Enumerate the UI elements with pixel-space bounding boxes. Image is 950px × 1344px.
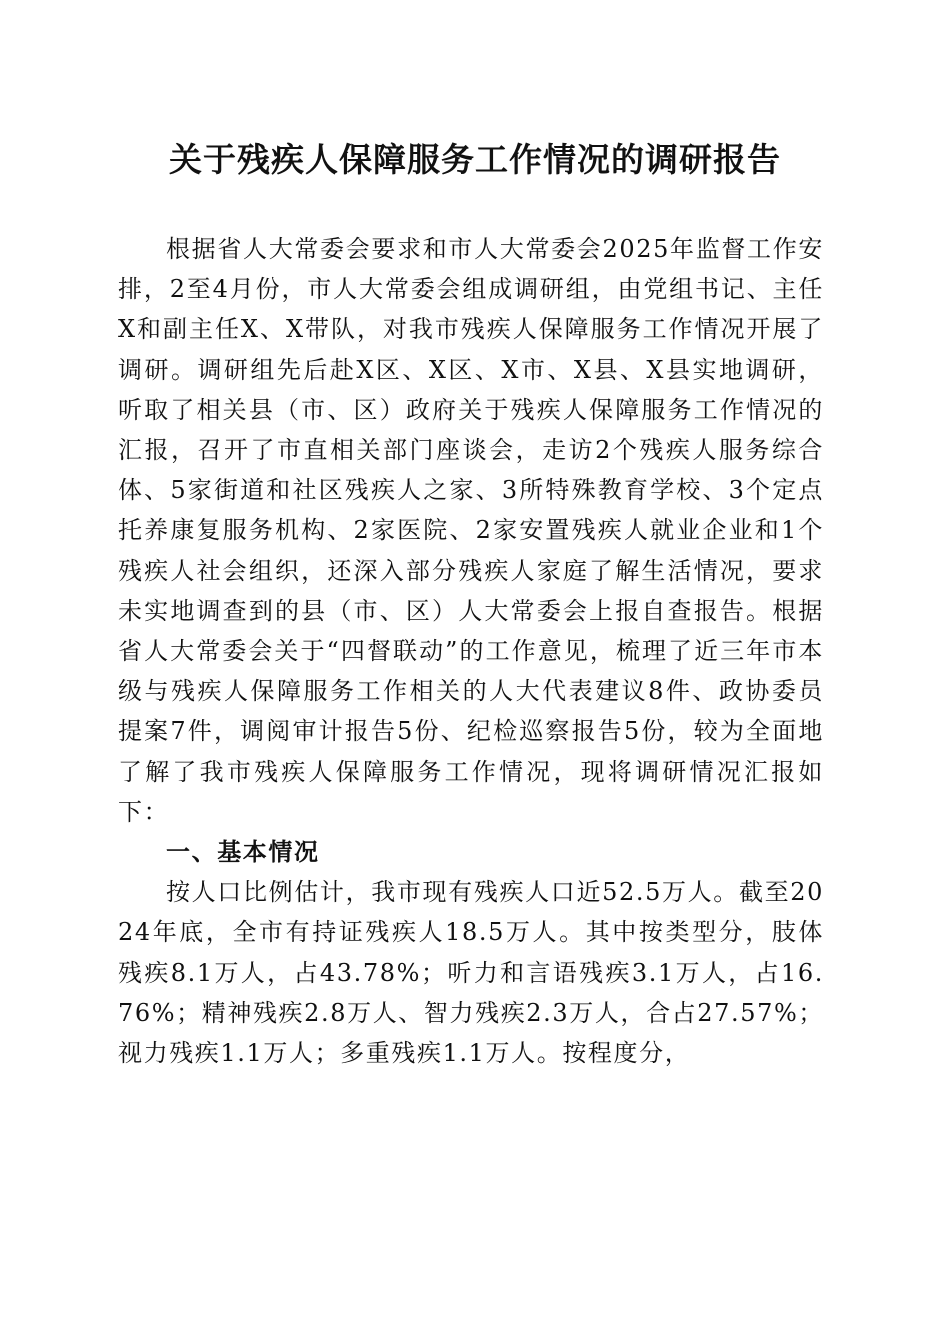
document-body <box>118 229 824 1073</box>
basic-situation-paragraph: 按人口比例估计，我市现有残疾人口近52.5万人。截至2024年底，全市有持证残疾人18.5万人。其中按类型分，肢体残疾8.1万人，占43.78%；听力和言语残疾3.1万人，占16.76%；精神残疾2.8万人、智力残疾2.3万人，合占27.57%；视力残疾1.1万人；多重残疾1.1万人。按程度分， <box>118 878 824 1068</box>
section-heading-basic-situation: 一、基本情况 <box>166 838 320 867</box>
intro-paragraph: 根据省人大常委会要求和市人大常委会2025年监督工作安排，2至4月份，市人大常委会组成调研组，由党组书记、主任X和副主任X、X带队，对我市残疾人保障服务工作情况开展了调研。调研组先后赴X区、X区、X市、X县、X县实地调研，听取了相关县（市、区）政府关于残疾人保障服务工作情况的汇报，召开了市直相关部门座谈会，走访2个残疾人服务综合体、5家街道和社区残疾人之家、3所特殊教育学校、3个定点托养康复服务机构、2家医院、2家安置残疾人就业企业和1个残疾人社会组织，还深入部分残疾人家庭了解生活情况，要求未实地调查到的县（市、区）人大常委会上报自查报告。根据省人大常委会关于“四督联动”的工作意见，梳理了近三年市本级与残疾人保障服务工作相关的人大代表建议8件、政协委员提案7件，调阅审计报告5份、纪检巡察报告5份，较为全面地了解了我市残疾人保障服务工作情况，现将调研情况汇报如下： <box>118 235 824 826</box>
document-title: 关于残疾人保障服务工作情况的调研报告 <box>169 140 781 179</box>
